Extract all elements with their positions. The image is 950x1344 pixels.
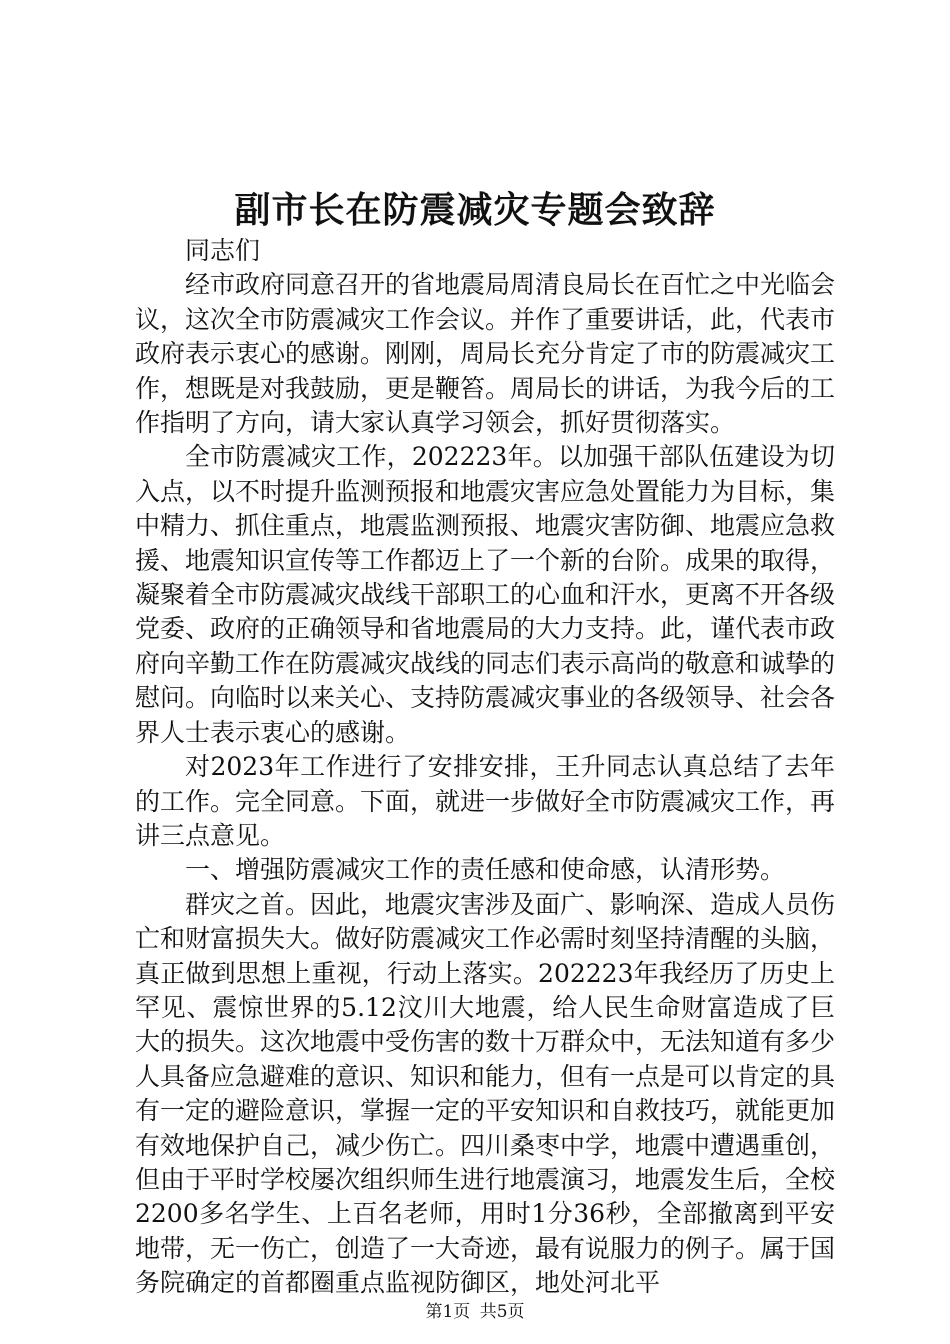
paragraph: 经市政府同意召开的省地震局周清良局长在百忙之中光临会议，这次全市防震减灾工作会议。并作了重要讲话，此，代表市政府表示衷心的感谢。刚刚，周局长充分肯定了市的防震减灾工作，想既是对我鼓励，更是鞭笞。周局长的讲话，为我今后的工作指明了方向，请大家认真学习领会，抓好贯彻落实。 [135,270,836,438]
document-title: 副市长在防震减灾专题会致辞 [234,189,716,231]
salutation: 同志们 [185,236,261,265]
section-heading: 一、增强防震减灾工作的责任感和使命感，认清形势。 [185,855,786,885]
paragraph: 全市防震减灾工作，202223年。以加强干部队伍建设为切入点，以不时提升监测预报和地震灾害应急处置能力为目标，集中精力、抓住重点，地震监测预报、地震灾害防御、地震应急救援、地震知识宣传等工作都迈上了一个新的台阶。成果的取得，凝聚着全市防震减灾战线干部职工的心血和汗水，更离不开各级党委、政府的正确领导和省地震局的大力支持。此，谨代表市政府向辛勤工作在防震减灾战线的同志们表示高尚的敬意和诚挚的慰问。向临时以来关心、支持防震减灾事业的各级领导、社会各界人士表示衷心的感谢。 [135,442,836,747]
page-number: 第1页 [425,1302,471,1322]
paragraph: 群灾之首。因此，地震灾害涉及面广、影响深、造成人员伤亡和财富损失大。做好防震减灾工作必需时刻坚持清醒的头脑，真正做到思想上重视，行动上落实。202223年我经历了历史上罕见、震惊世界的5.12汶川大地震，给人民生命财富造成了巨大的损失。这次地震中受伤害的数十万群众中，无法知道有多少人具备应急避难的意识、知识和能力，但有一点是可以肯定的具有一定的避险意识，掌握一定的平安知识和自救技巧，就能更加有效地保护自己，减少伤亡。四川桑枣中学，地震中遭遇重创，但由于平时学校屡次组织师生进行地震演习，地震发生后，全校2200多名学生、上百名老师，用时1分36秒，全部撤离到平安地带，无一伤亡，创造了一大奇迹，最有说服力的例子。属于国务院确定的首都圈重点监视防御区，地处河北平 [135,889,836,1298]
paragraph: 对2023年工作进行了安排安排，王升同志认真总结了去年的工作。完全同意。下面，就进一步做好全市防震减灾工作，再讲三点意见。 [135,752,836,850]
page-total: 共5页 [479,1302,525,1322]
document-body [135,234,835,1301]
page-footer [0,1300,950,1324]
